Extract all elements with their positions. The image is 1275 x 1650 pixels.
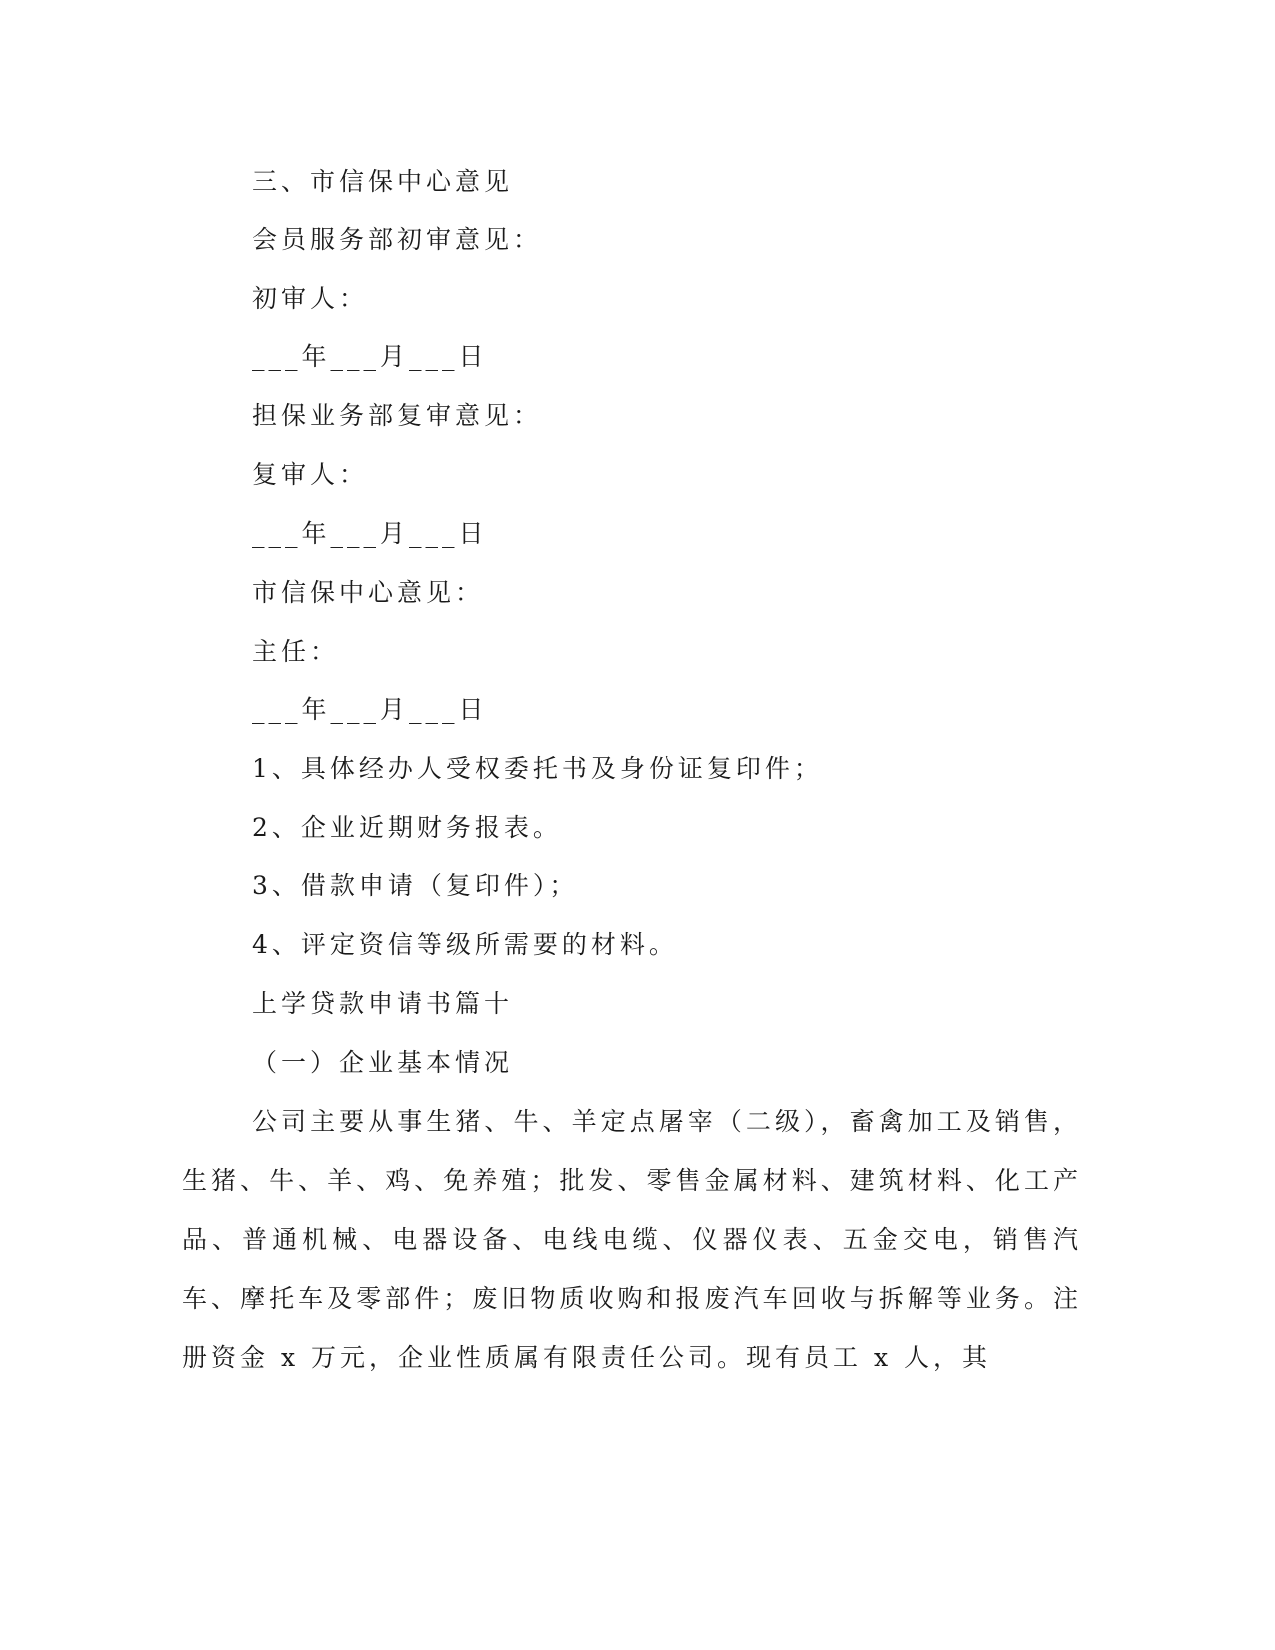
second-reviewer-label: 复审人： xyxy=(252,460,369,489)
section-title: 上学贷款申请书篇十 xyxy=(252,989,514,1018)
date-line-1: ___年___月___日 xyxy=(252,342,488,371)
center-opinion-label: 市信保中心意见： xyxy=(252,578,485,607)
date-line-2: ___年___月___日 xyxy=(252,519,488,548)
section-heading-3: 三、市信保中心意见 xyxy=(252,167,514,196)
attachment-item-3: 3、借款申请（复印件）； xyxy=(252,871,579,900)
first-reviewer-label: 初审人： xyxy=(252,284,369,313)
company-description-paragraph: 公司主要从事生猪、牛、羊定点屠宰（二级），畜禽加工及销售，生猪、牛、羊、鸡、免养殖；批发、零售金属材料、建筑材料、化工产品、普通机械、电器设备、电线电缆、仪器仪表、五金交电，销售汽车、摩托车及零部件；废旧物质收购和报废汽车回收与拆解等业务。注册资金 x 万元，企业性质属有限责任公司。现有员工 x 人，其 xyxy=(182,1107,1082,1372)
attachment-item-2: 2、企业近期财务报表。 xyxy=(252,813,562,842)
attachment-item-1: 1、具体经办人受权委托书及身份证复印件； xyxy=(252,754,823,783)
date-line-3: ___年___月___日 xyxy=(252,695,488,724)
guarantee-review-label: 担保业务部复审意见： xyxy=(252,401,543,430)
director-label: 主任： xyxy=(252,637,340,666)
member-service-review-label: 会员服务部初审意见： xyxy=(252,225,543,254)
subsection-heading: （一）企业基本情况 xyxy=(252,1048,514,1077)
attachment-item-4: 4、评定资信等级所需要的材料。 xyxy=(252,930,678,959)
